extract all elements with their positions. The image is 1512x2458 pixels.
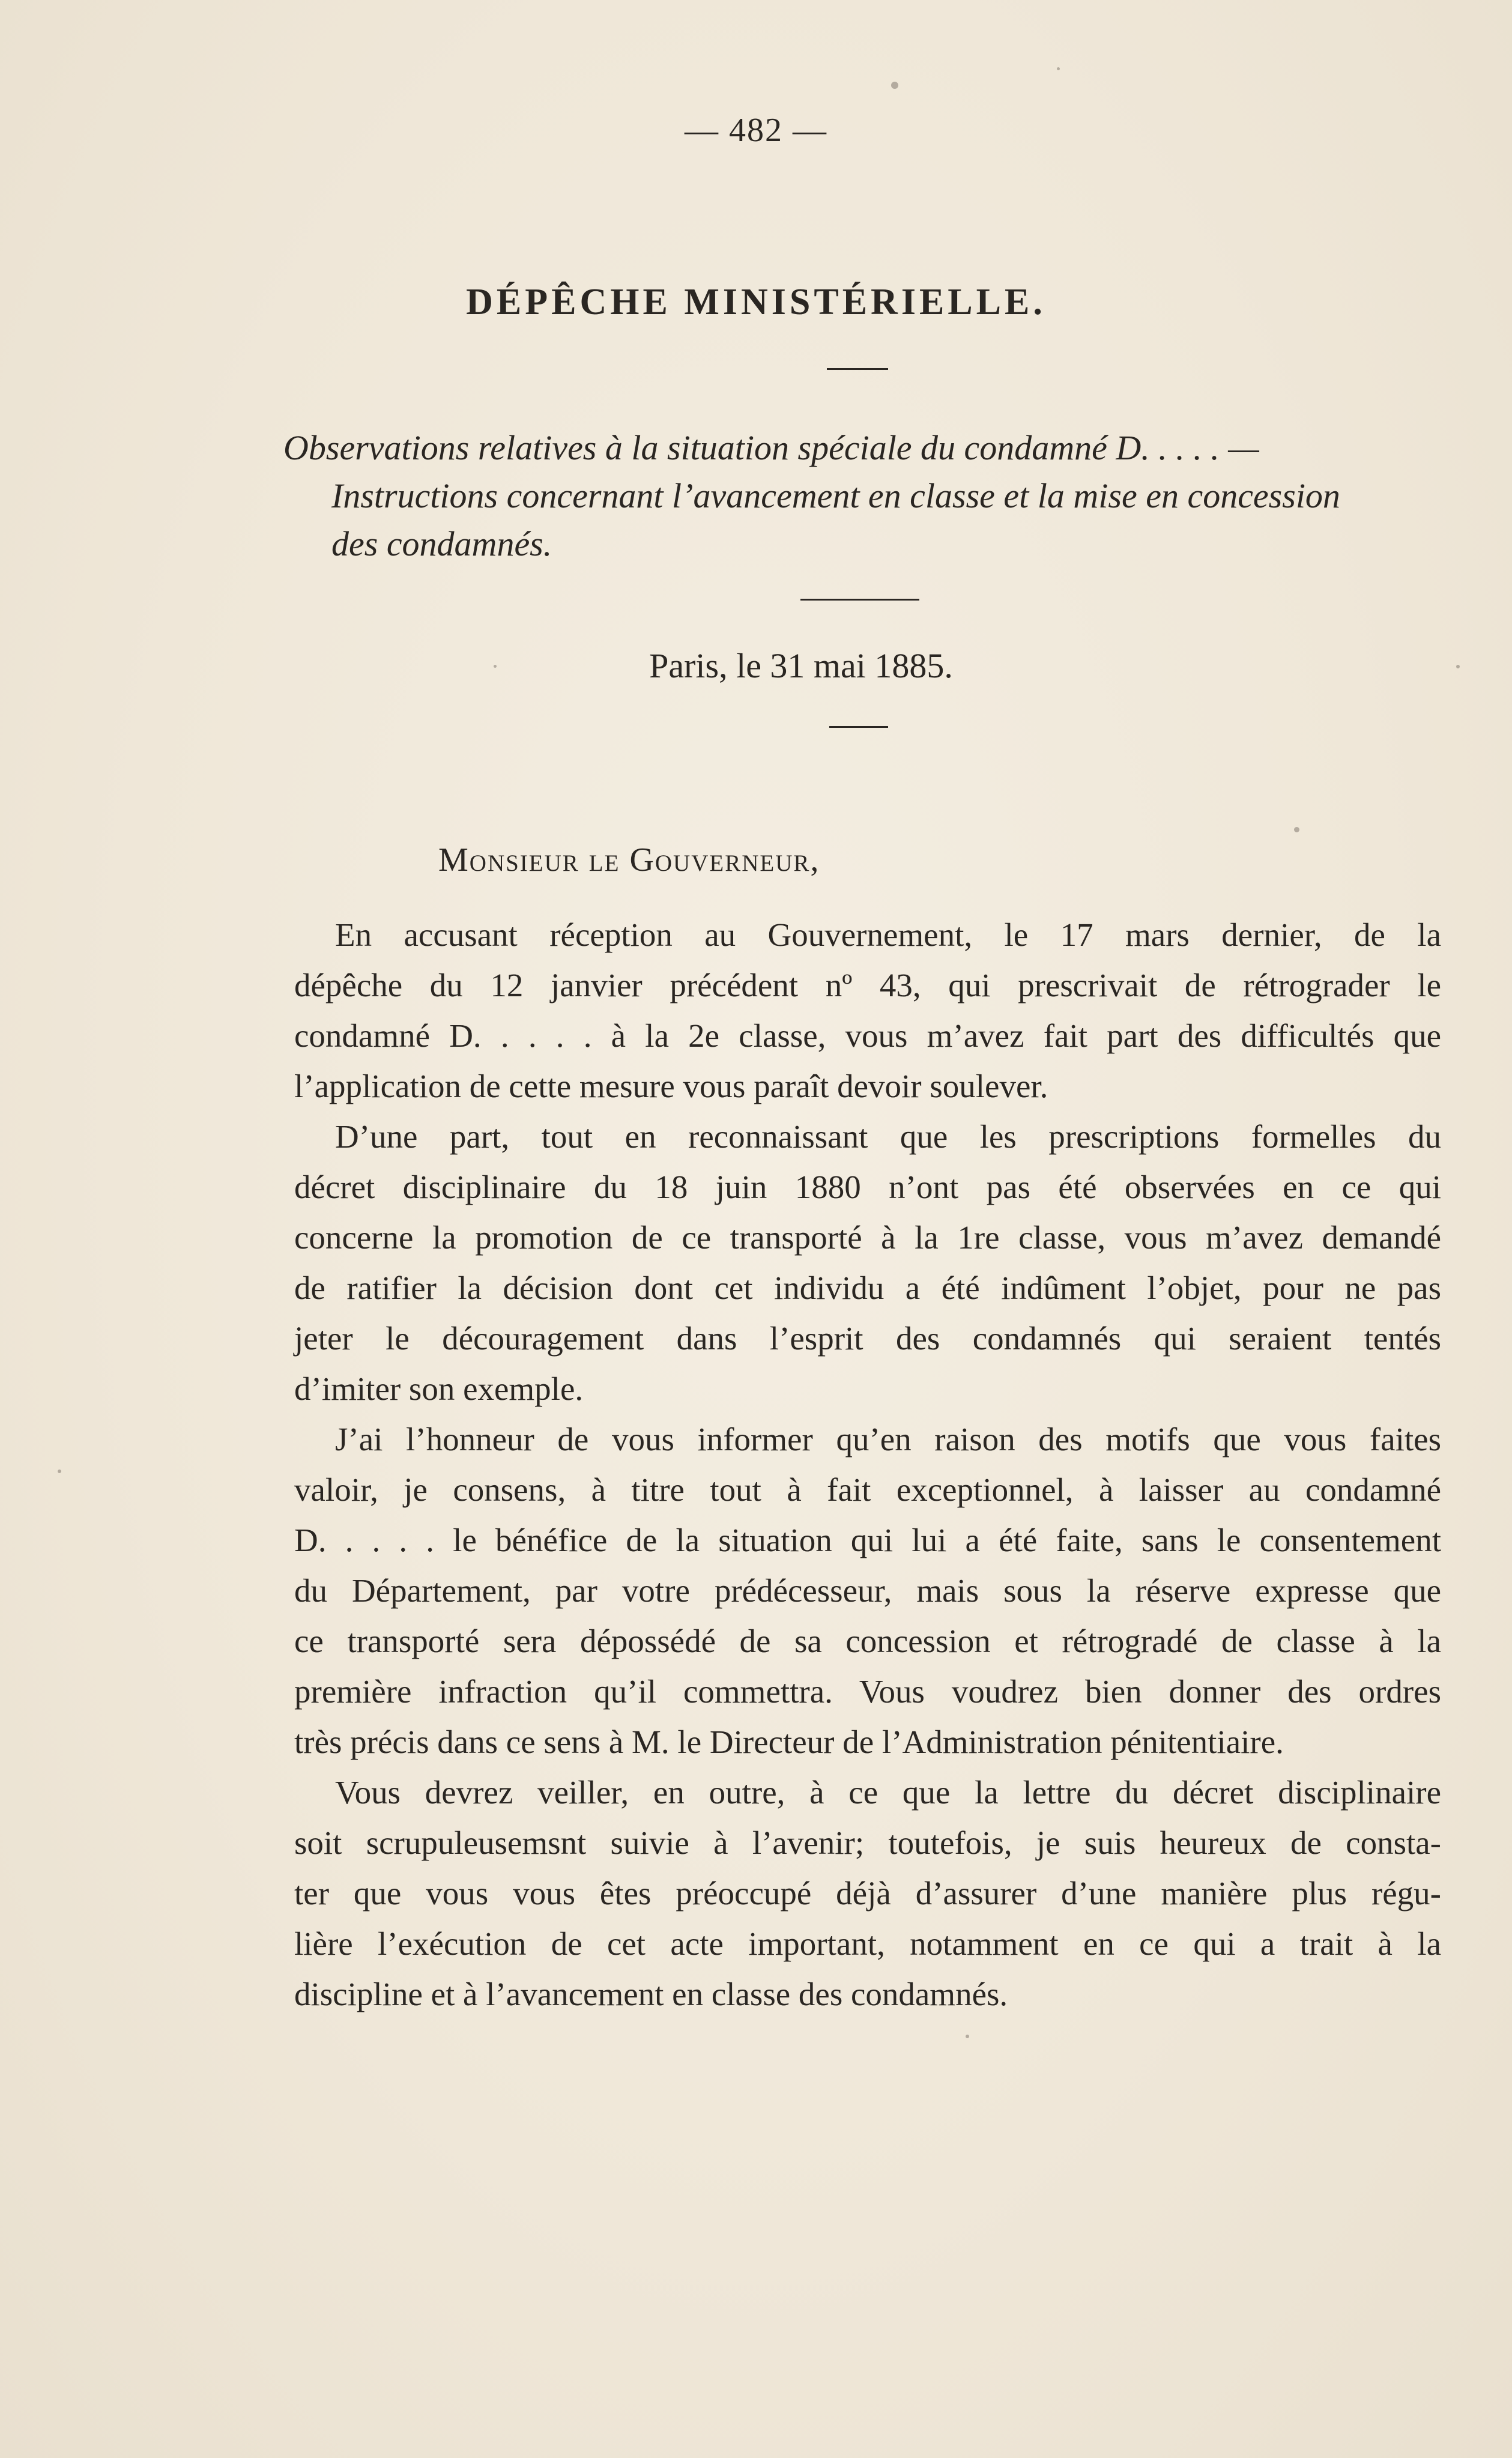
title-rule bbox=[827, 368, 888, 370]
text-line: En accusant réception au Gouvernement, le 17 mars dernier, de la bbox=[335, 916, 1441, 953]
subject-line: des condamnés. bbox=[331, 524, 552, 563]
text-line: D’une part, tout en reconnaissant que les prescriptions formelles du bbox=[335, 1118, 1441, 1155]
letter-body bbox=[294, 910, 1441, 2020]
paragraph bbox=[294, 1767, 1441, 2020]
text-line: D. . . . . le bénéfice de la situation qui lui a été faite, sans le consentement bbox=[294, 1522, 1441, 1558]
subject-line: Instructions concernant l’avancement en classe et la mise en concession bbox=[331, 476, 1340, 515]
text-line: du Département, par votre prédécesseur, mais sous la réserve expresse que bbox=[294, 1572, 1441, 1609]
text-line: lière l’exécution de cet acte important, notamment en ce qui a trait à la bbox=[294, 1925, 1441, 1962]
text-line: condamné D. . . . . à la 2e classe, vous m’avez fait part des difficultés que bbox=[294, 1017, 1441, 1054]
salutation: Monsieur le Gouverneur, bbox=[438, 841, 820, 879]
paper-speck bbox=[1057, 67, 1060, 70]
text-line: de ratifier la décision dont cet individu a été indûment l’objet, pour ne pas bbox=[294, 1270, 1441, 1306]
subject-block bbox=[283, 424, 1436, 568]
date-rule bbox=[829, 726, 888, 728]
paragraph bbox=[294, 1112, 1441, 1414]
text-line: très précis dans ce sens à M. le Directeur de l’Administration pénitentiaire. bbox=[294, 1724, 1284, 1760]
text-line: jeter le découragement dans l’esprit des condamnés qui seraient tentés bbox=[294, 1320, 1441, 1357]
text-line: J’ai l’honneur de vous informer qu’en raison des motifs que vous faites bbox=[335, 1421, 1441, 1458]
text-line: dépêche du 12 janvier précédent nº 43, qui prescrivait de rétrograder le bbox=[294, 967, 1441, 1003]
text-line: première infraction qu’il commettra. Vous voudrez bien donner des ordres bbox=[294, 1673, 1441, 1710]
text-line: d’imiter son exemple. bbox=[294, 1370, 584, 1407]
text-line: décret disciplinaire du 18 juin 1880 n’ont pas été observées en ce qui bbox=[294, 1169, 1441, 1205]
text-line: concerne la promotion de ce transporté à la 1re classe, vous m’avez demandé bbox=[294, 1219, 1441, 1256]
paragraph bbox=[294, 1414, 1441, 1767]
text-line: ce transporté sera dépossédé de sa concession et rétrogradé de classe à la bbox=[294, 1623, 1441, 1659]
paper-speck bbox=[966, 2035, 969, 2038]
text-line: soit scrupuleusemsnt suivie à l’avenir; toutefois, je suis heureux de consta- bbox=[294, 1824, 1441, 1861]
document-title: DÉPÊCHE MINISTÉRIELLE. bbox=[466, 282, 1046, 322]
subject-rule bbox=[800, 599, 919, 601]
subject-line: Observations relatives à la situation spéciale du condamné D. . . . . — bbox=[283, 428, 1259, 467]
text-line: discipline et à l’avancement en classe des condamnés. bbox=[294, 1976, 1008, 2012]
paragraph bbox=[294, 910, 1441, 1112]
text-line: Vous devrez veiller, en outre, à ce que la lettre du décret disciplinaire bbox=[335, 1774, 1441, 1811]
page-number: — 482 — bbox=[685, 112, 827, 149]
text-line: l’application de cette mesure vous paraît devoir soulever. bbox=[294, 1068, 1048, 1104]
place-date: Paris, le 31 mai 1885. bbox=[649, 646, 953, 685]
paper-speck bbox=[1294, 827, 1299, 832]
paper-speck bbox=[58, 1470, 61, 1473]
paper-speck bbox=[891, 82, 898, 89]
text-line: ter que vous vous êtes préoccupé déjà d’assurer d’une manière plus régu- bbox=[294, 1875, 1441, 1912]
text-line: valoir, je consens, à titre tout à fait exceptionnel, à laisser au condamné bbox=[294, 1471, 1441, 1508]
